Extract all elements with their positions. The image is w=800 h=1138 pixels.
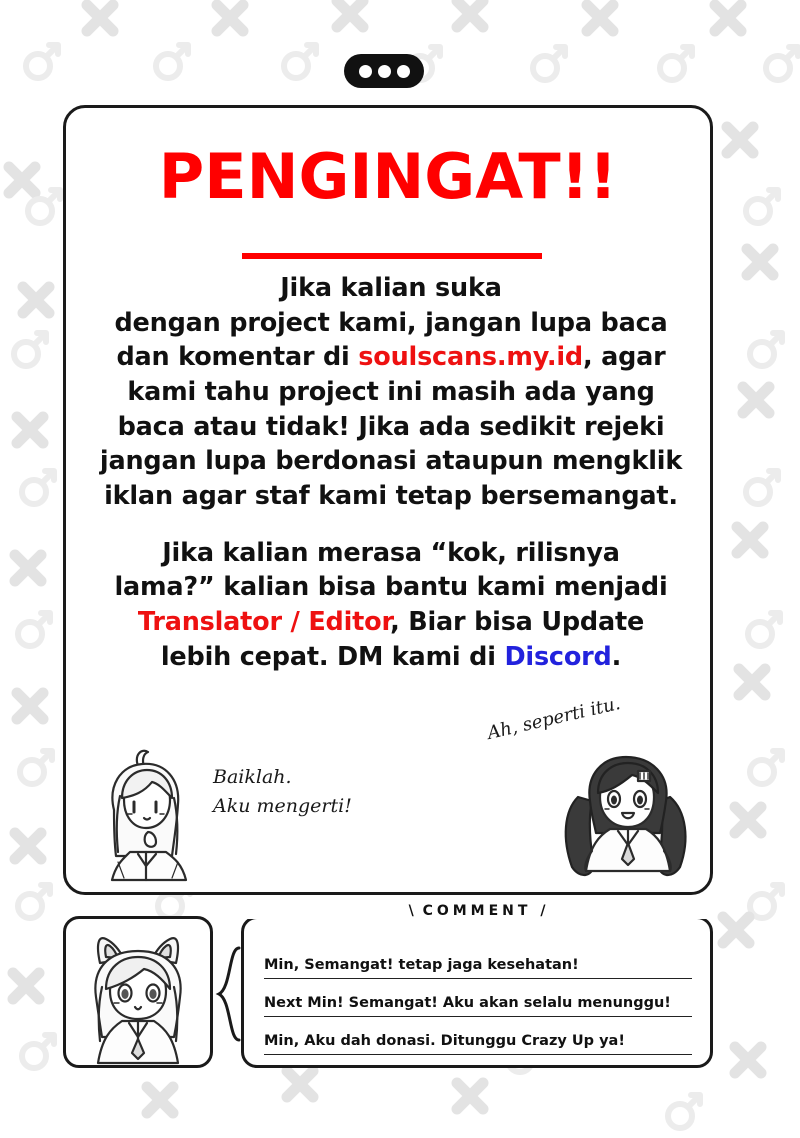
body-line-2: dengan project kami, jangan lupa baca [114, 307, 668, 338]
role-link[interactable]: Translator / Editor [137, 607, 391, 638]
site-link[interactable]: soulscans.my.id [358, 342, 583, 373]
comment-section [63, 903, 713, 1080]
tab-dot-3 [397, 65, 410, 78]
avatar [63, 916, 213, 1068]
paragraph-spacer [90, 514, 692, 536]
body-line-9: lama?” kalian bisa bantu kami menjadi [114, 572, 668, 603]
comment-section-title [241, 903, 713, 919]
page-title: PENGINGAT!! [158, 140, 618, 213]
body-line-11 [90, 640, 692, 675]
discord-link[interactable]: Discord [504, 641, 612, 672]
title-underline [242, 253, 542, 259]
tab-dot-2 [378, 65, 391, 78]
body-line-10 [90, 605, 692, 640]
speech-bubble-left [213, 763, 352, 820]
panel-top-tab [344, 54, 424, 88]
announcement-body [90, 271, 692, 674]
announcement-panel [63, 105, 713, 895]
body-line-3 [90, 340, 692, 375]
chibi-character-left [86, 740, 226, 890]
speech-left-line-2: Aku mengerti! [213, 794, 352, 817]
speech-left-line-1: Baiklah. [213, 766, 292, 788]
body-line-10b: , Biar bisa Update [390, 607, 645, 638]
comment-title-text: COMMENT [422, 903, 532, 919]
body-line-11a: lebih cepat. DM kami di [160, 641, 505, 672]
chibi-character-right [554, 735, 704, 890]
comment-list [241, 916, 713, 1068]
title-left-slash: \ [408, 903, 414, 919]
speech-bubble-right: Ah, seperti itu. [485, 693, 623, 744]
cat-girl-avatar-icon [66, 919, 210, 1065]
body-line-1: Jika kalian suka [280, 273, 502, 303]
body-line-7: iklan agar staf kami tetap bersemangat. [104, 481, 678, 512]
body-line-3a: dan komentar di [116, 342, 359, 373]
list-item[interactable]: Min, Semangat! tetap jaga kesehatan! [264, 957, 692, 979]
tab-dot-1 [359, 65, 372, 78]
list-item[interactable]: Min, Aku dah donasi. Ditunggu Crazy Up ya! [264, 1033, 692, 1055]
title-right-slash: / [540, 903, 546, 919]
body-line-4: kami tahu project ini masih ada yang [127, 377, 655, 408]
brace-decoration [215, 946, 243, 1042]
body-line-6: jangan lupa berdonasi ataupun mengklik [99, 446, 683, 477]
list-item[interactable]: Next Min! Semangat! Aku akan selalu menunggu! [264, 995, 692, 1017]
body-line-5: baca atau tidak! Jika ada sedikit rejeki [117, 411, 665, 442]
body-line-8: Jika kalian merasa “kok, rilisnya [162, 537, 620, 568]
body-line-3b: , agar [582, 342, 666, 373]
body-line-11b: . [611, 641, 622, 672]
